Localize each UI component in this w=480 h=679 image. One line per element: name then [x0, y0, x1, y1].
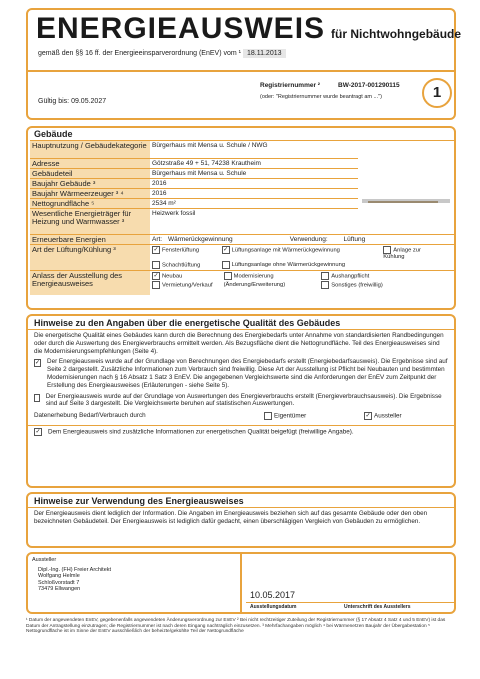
row-label: Nettogrundfläche ⁵: [30, 199, 150, 209]
aussteller-label: Aussteller: [32, 557, 57, 563]
table-row: [30, 209, 454, 235]
row-value: Bürgerhaus mit Mensa u. Schule / NWG: [150, 141, 454, 159]
table-row: [30, 235, 454, 245]
building-photo-icon: [358, 141, 454, 211]
document-title: ENERGIEAUSWEIS für Nichtwohngebäude: [36, 12, 462, 45]
basis-text: gemäß den §§ 16 ff. der Energieeinsparverordnung (EnEV) vom ¹ 18.11.2013: [38, 50, 286, 57]
footnotes: ¹ Datum der angewendeten EnEV, gegebenenfalls angewendeten Änderungsverordnung zur EnEV ² Bei nicht rechtzeitiger Zuteilung der Registriernummer (§ 17 Absatz 4 Satz 4 und 5 EnEV) ist das Datum der Antragstellung einzutragen; die Registriernummer ist nach deren Eingang nachträglich einzusetzen. ³ Mehrfachangaben möglich ⁴ bei Wärmenetzen Baujahr der Übergabestation ⁵ Nettogrundfläche ist im Sinne der EnEV ausschließlich der beheizte/gekühlte Teil der Nettogrundfläche: [26, 618, 446, 635]
row-value: 2016: [150, 189, 454, 199]
page-number-badge: 1: [422, 78, 452, 108]
checkbox[interactable]: [224, 272, 232, 280]
row-label: Hauptnutzung / Gebäudekategorie: [30, 141, 150, 159]
row-label: Art der Lüftung/Kühlung ³: [30, 245, 150, 271]
building-photo-area: [358, 141, 454, 211]
option-bedarf: ✓ Der Energieausweis wurde auf der Grundlage von Berechnungen des Energiebedarfs erstellt (Energiebedarfsausweis). Die Ergebnisse sind auf Seite 2 dargestellt. Zusätzliche Informationen zum Verbrauch sind freiwillig. Diese Art der Ausstellung ist Pflicht bei Neubauten und bestimmten Modernisierungen nach § 16 Absatz 1 Satz 3 EnEV. Die angegebenen Vergleichswerte sind die Anforderungen der EnEV zum Zeitpunkt der Erstellung des Energieausweises (Erläuterungen - siehe Seite 5).: [35, 358, 448, 389]
table-row: [30, 271, 454, 295]
row-value: Bürgerhaus mit Mensa u. Schule: [150, 169, 454, 179]
lueftung-options: ✓ Fensterlüftung ✓ Lüftungsanlage mit Wärmerückgewinnung Anlage zur Kühlung Schachtlüftung Lüftungsanlage ohne Wärmerückgewinnung: [150, 245, 454, 271]
row-value: 2016: [150, 179, 454, 189]
checkbox[interactable]: [152, 281, 160, 289]
checkbox[interactable]: [222, 261, 230, 269]
registriernummer-label: Registriernummer ²: [260, 82, 320, 89]
row-label: Gebäudeteil: [30, 169, 150, 179]
checkbox[interactable]: [264, 412, 272, 420]
valid-until: Gültig bis: 09.05.2027: [38, 98, 107, 105]
row-label: Baujahr Gebäude ³: [30, 179, 150, 189]
registriernummer-note: (oder: "Registriernummer wurde beantragt am ..."): [260, 94, 382, 100]
aussteller-section: [26, 552, 456, 614]
erneuerbare-verwendung: Lüftung: [343, 236, 366, 243]
gebaeude-section: [26, 126, 456, 310]
checkbox-checked[interactable]: ✓: [153, 273, 159, 280]
aussteller-address: Dipl.-Ing. (FH) Freier Architekt Wolfgang Helmle Schloßvorstadt 7 73479 Ellwangen: [38, 567, 112, 593]
option-zusaetzlich: ✓ Dem Energieausweis sind zusätzliche Informationen zur energetischen Qualität beigefügt (freiwillige Angabe).: [35, 428, 354, 436]
document-subtitle: für Nichtwohngebäude: [331, 27, 462, 41]
erneuerbare-value: Art: Wärmerückgewinnung Verwendung: Lüftung: [150, 235, 454, 245]
datenerhebung-row: Datenerhebung Bedarf/Verbrauch durch Eigentümer ✓ Aussteller: [34, 412, 402, 420]
checkbox-checked[interactable]: ✓: [35, 360, 41, 367]
row-value: 2534 m²: [150, 199, 454, 209]
row-label: Anlass der Ausstellung des Energieausweises: [30, 271, 150, 295]
registriernummer-value: BW-2017-001290115: [338, 82, 400, 89]
header-box: [26, 8, 462, 120]
hinweise-qualitaet-title: Hinweise zu den Angaben über die energetische Qualität des Gebäudes: [34, 318, 341, 328]
table-row: [30, 245, 454, 271]
hinweise-verwendung-title: Hinweise zur Verwendung des Energieausweises: [34, 496, 244, 506]
checkbox-checked[interactable]: ✓: [153, 247, 159, 253]
row-label: Baujahr Wärmeerzeuger ³ ⁴: [30, 189, 150, 199]
hinweise-qualitaet-section: [26, 314, 456, 488]
anlass-options: ✓ Neubau Vermietung/Verkauf Modernisierung (Änderung/Erweiterung) Aushangpflicht Sonstiges (freiwillig): [150, 271, 454, 295]
checkbox-checked[interactable]: ✓: [35, 429, 41, 436]
gebaeude-title: Gebäude: [34, 129, 73, 139]
header-divider: [28, 70, 454, 72]
unterschrift-label: Unterschrift des Ausstellers: [344, 604, 411, 610]
row-value: Heizwerk fossil: [150, 209, 454, 235]
row-label: Adresse: [30, 159, 150, 169]
ausstellungsdatum-value: 10.05.2017: [250, 590, 296, 600]
hinweise-verwendung-section: [26, 492, 456, 548]
checkbox[interactable]: [321, 281, 329, 289]
hinweise-verwendung-text: Der Energieausweis dient lediglich der Information. Die Angaben im Energieausweis beziehen sich auf das gesamte Gebäude oder den oben bezeichneten Gebäudeteil. Der Energieausweis ist lediglich dafür gedacht, einen überschlägigen Vergleich von Gebäuden zu ermöglichen.: [34, 510, 428, 525]
basis-date: 18.11.2013: [243, 49, 286, 58]
checkbox-checked[interactable]: ✓: [223, 247, 229, 253]
row-label: Wesentliche Energieträger für Heizung und Warmwasser ³: [30, 209, 150, 235]
checkbox[interactable]: [34, 394, 40, 402]
checkbox-checked[interactable]: ✓: [365, 413, 371, 420]
option-verbrauch: Der Energieausweis wurde auf der Grundlage von Auswertungen des Energieverbrauchs erstellt (Energieverbrauchsausweis). Die Ergebnisse sind auf Seite 3 dargestellt. Die Vergleichswerte beruhen auf statistischen Auswertungen.: [34, 393, 448, 409]
checkbox[interactable]: [383, 246, 391, 254]
checkbox[interactable]: [321, 272, 329, 280]
ausstellungsdatum-label: Ausstellungsdatum: [250, 604, 297, 610]
hinweise-intro: Die energetische Qualität eines Gebäudes kann durch die Berechnung des Energiebedarfs unter Annahme von standardisierten Randbedingungen oder durch die Auswertung des Energieverbrauchs ermittelt werden. Als Bezugsfläche dient die Nettogrundfläche. Teil des Energieausweises sind die Modernisierungsempfehlungen (Seite 4).: [34, 332, 444, 355]
row-label: Erneuerbare Energien: [30, 235, 150, 245]
row-value: Götzstraße 49 + 51, 74238 Krautheim: [150, 159, 454, 169]
checkbox[interactable]: [152, 261, 160, 269]
erneuerbare-art: Wärmerückgewinnung: [167, 236, 233, 243]
